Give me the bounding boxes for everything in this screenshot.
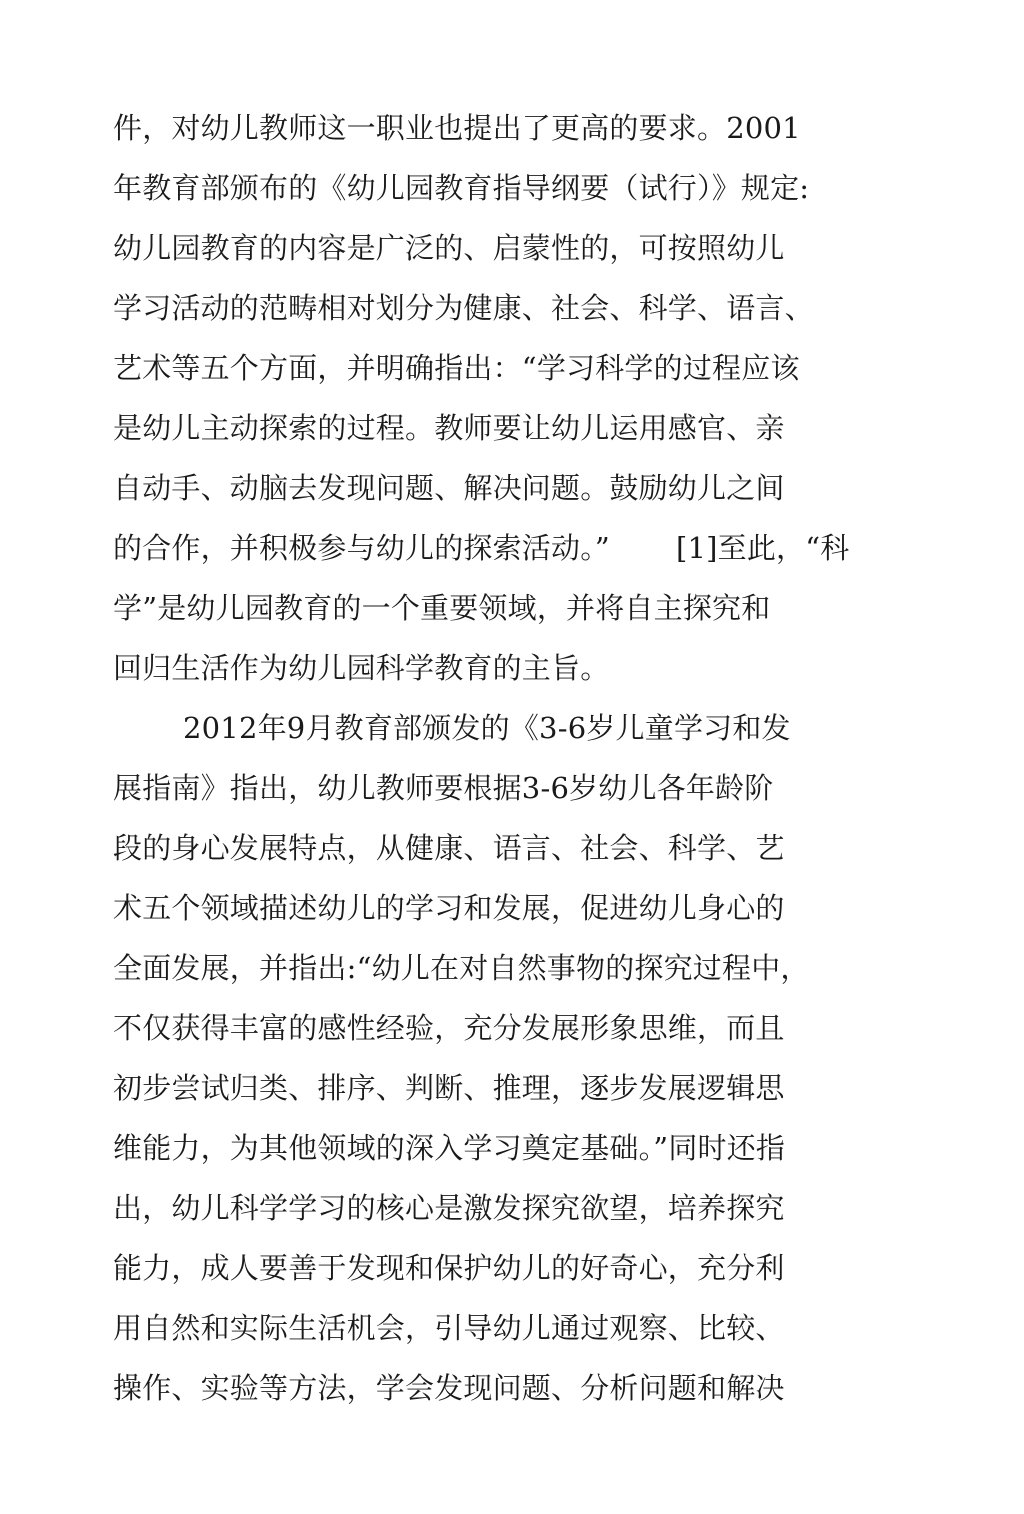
citation-segment: [1]至此，“科 [675, 531, 850, 565]
text-line: 不仅获得丰富的感性经验，充分发展形象思维，而且 [113, 1011, 785, 1045]
text-line: 年教育部颁布的《幼儿园教育指导纲要（试行）》规定: [113, 171, 810, 205]
text-line: 术五个领域描述幼儿的学习和发展，促进幼儿身心的 [113, 891, 785, 925]
text-line: 展指南》指出，幼儿教师要根据3-6岁幼儿各年龄阶 [113, 771, 774, 805]
text-line: 出，幼儿科学学习的核心是激发探究欲望，培养探究 [113, 1191, 785, 1225]
text-segment: 的合作，并积极参与幼儿的探索活动。” [113, 531, 610, 565]
text-line: 艺术等五个方面，并明确指出：“学习科学的过程应该 [113, 351, 800, 385]
text-line: 幼儿园教育的内容是广泛的、启蒙性的，可按照幼儿 [113, 231, 785, 265]
text-line: 是幼儿主动探索的过程。教师要让幼儿运用感官、亲 [113, 411, 785, 445]
text-line: 自动手、动脑去发现问题、解决问题。鼓励幼儿之间 [113, 471, 785, 505]
text-line: 维能力，为其他领域的深入学习奠定基础。”同时还指 [113, 1131, 786, 1165]
text-line-with-citation [113, 528, 849, 568]
text-line: 件，对幼儿教师这一职业也提出了更高的要求。2001 [113, 111, 801, 145]
paragraph-first-line: 2012年9月教育部颁发的《3-6岁儿童学习和发 [183, 711, 791, 745]
text-line: 初步尝试归类、排序、判断、推理，逐步发展逻辑思 [113, 1071, 785, 1105]
text-line: 段的身心发展特点，从健康、语言、社会、科学、艺 [113, 831, 785, 865]
text-line: 操作、实验等方法，学会发现问题、分析问题和解决 [113, 1371, 785, 1405]
text-line: 学”是幼儿园教育的一个重要领域，并将自主探究和 [113, 591, 771, 625]
text-line: 用自然和实际生活机会，引导幼儿通过观察、比较、 [113, 1311, 785, 1345]
text-line: 全面发展，并指出:“幼儿在对自然事物的探究过程中， [113, 951, 810, 985]
text-line: 学习活动的范畴相对划分为健康、社会、科学、语言、 [113, 291, 814, 325]
text-line: 回归生活作为幼儿园科学教育的主旨。 [113, 651, 610, 685]
text-line: 能力，成人要善于发现和保护幼儿的好奇心，充分利 [113, 1251, 785, 1285]
